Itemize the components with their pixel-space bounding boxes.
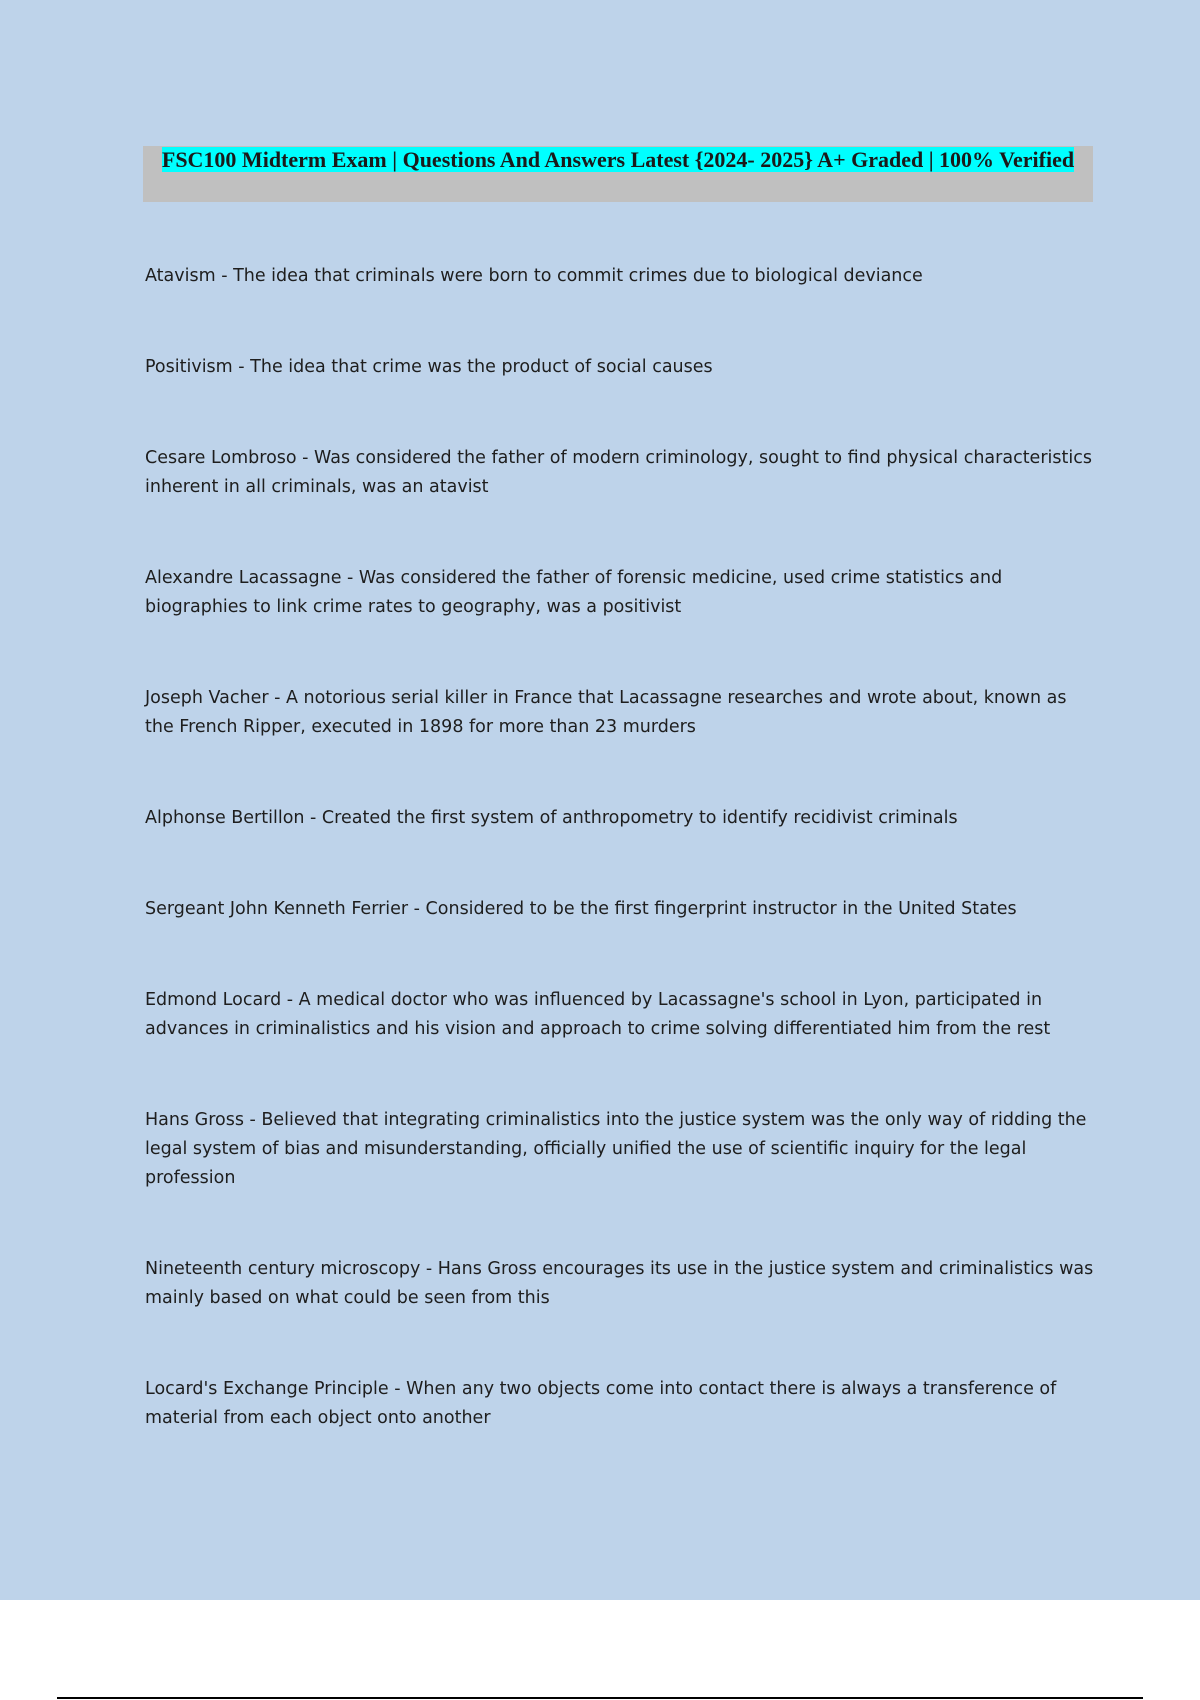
qa-entry-gross: Hans Gross - Believed that integrating criminalistics into the justice system was the only way of ridding the legal system of bias and misunderstanding, officially unified the use of scientific inquiry for the legal profession — [145, 1110, 1087, 1188]
page-title: FSC100 Midterm Exam | Questions And Answers Latest {2024- 2025} A+ Graded | 100% Verified — [161, 147, 1075, 172]
qa-entry-positivism: Positivism - The idea that crime was the product of social causes — [145, 357, 713, 377]
qa-entry-bertillon: Alphonse Bertillon - Created the first system of anthropometry to identify recidivist criminals — [145, 808, 958, 828]
qa-entry-lacassagne: Alexandre Lacassagne - Was considered the father of forensic medicine, used crime statistics and biographies to link crime rates to geography, was a positivist — [145, 568, 1003, 617]
qa-list — [145, 262, 1095, 1433]
qa-entry-ferrier: Sergeant John Kenneth Ferrier - Considered to be the first fingerprint instructor in the United States — [145, 899, 1017, 919]
title-bar — [143, 146, 1093, 202]
footer-divider — [57, 1697, 1143, 1699]
qa-entry-locard: Edmond Locard - A medical doctor who was influenced by Lacassagne's school in Lyon, participated in advances in criminalistics and his vision and approach to crime solving differentiated him from the rest — [145, 990, 1051, 1039]
qa-entry-lombroso: Cesare Lombroso - Was considered the father of modern criminology, sought to find physical characteristics inherent in all criminals, was an atavist — [145, 448, 1092, 497]
qa-entry-exchange-principle: Locard's Exchange Principle - When any two objects come into contact there is always a transference of material from each object onto another — [145, 1379, 1057, 1428]
qa-entry-atavism: Atavism - The idea that criminals were born to commit crimes due to biological deviance — [145, 266, 923, 286]
qa-entry-microscopy: Nineteenth century microscopy - Hans Gross encourages its use in the justice system and criminalistics was mainly based on what could be seen from this — [145, 1259, 1094, 1308]
qa-entry-vacher: Joseph Vacher - A notorious serial killer in France that Lacassagne researches and wrote about, known as the French Ripper, executed in 1898 for more than 23 murders — [145, 688, 1067, 737]
